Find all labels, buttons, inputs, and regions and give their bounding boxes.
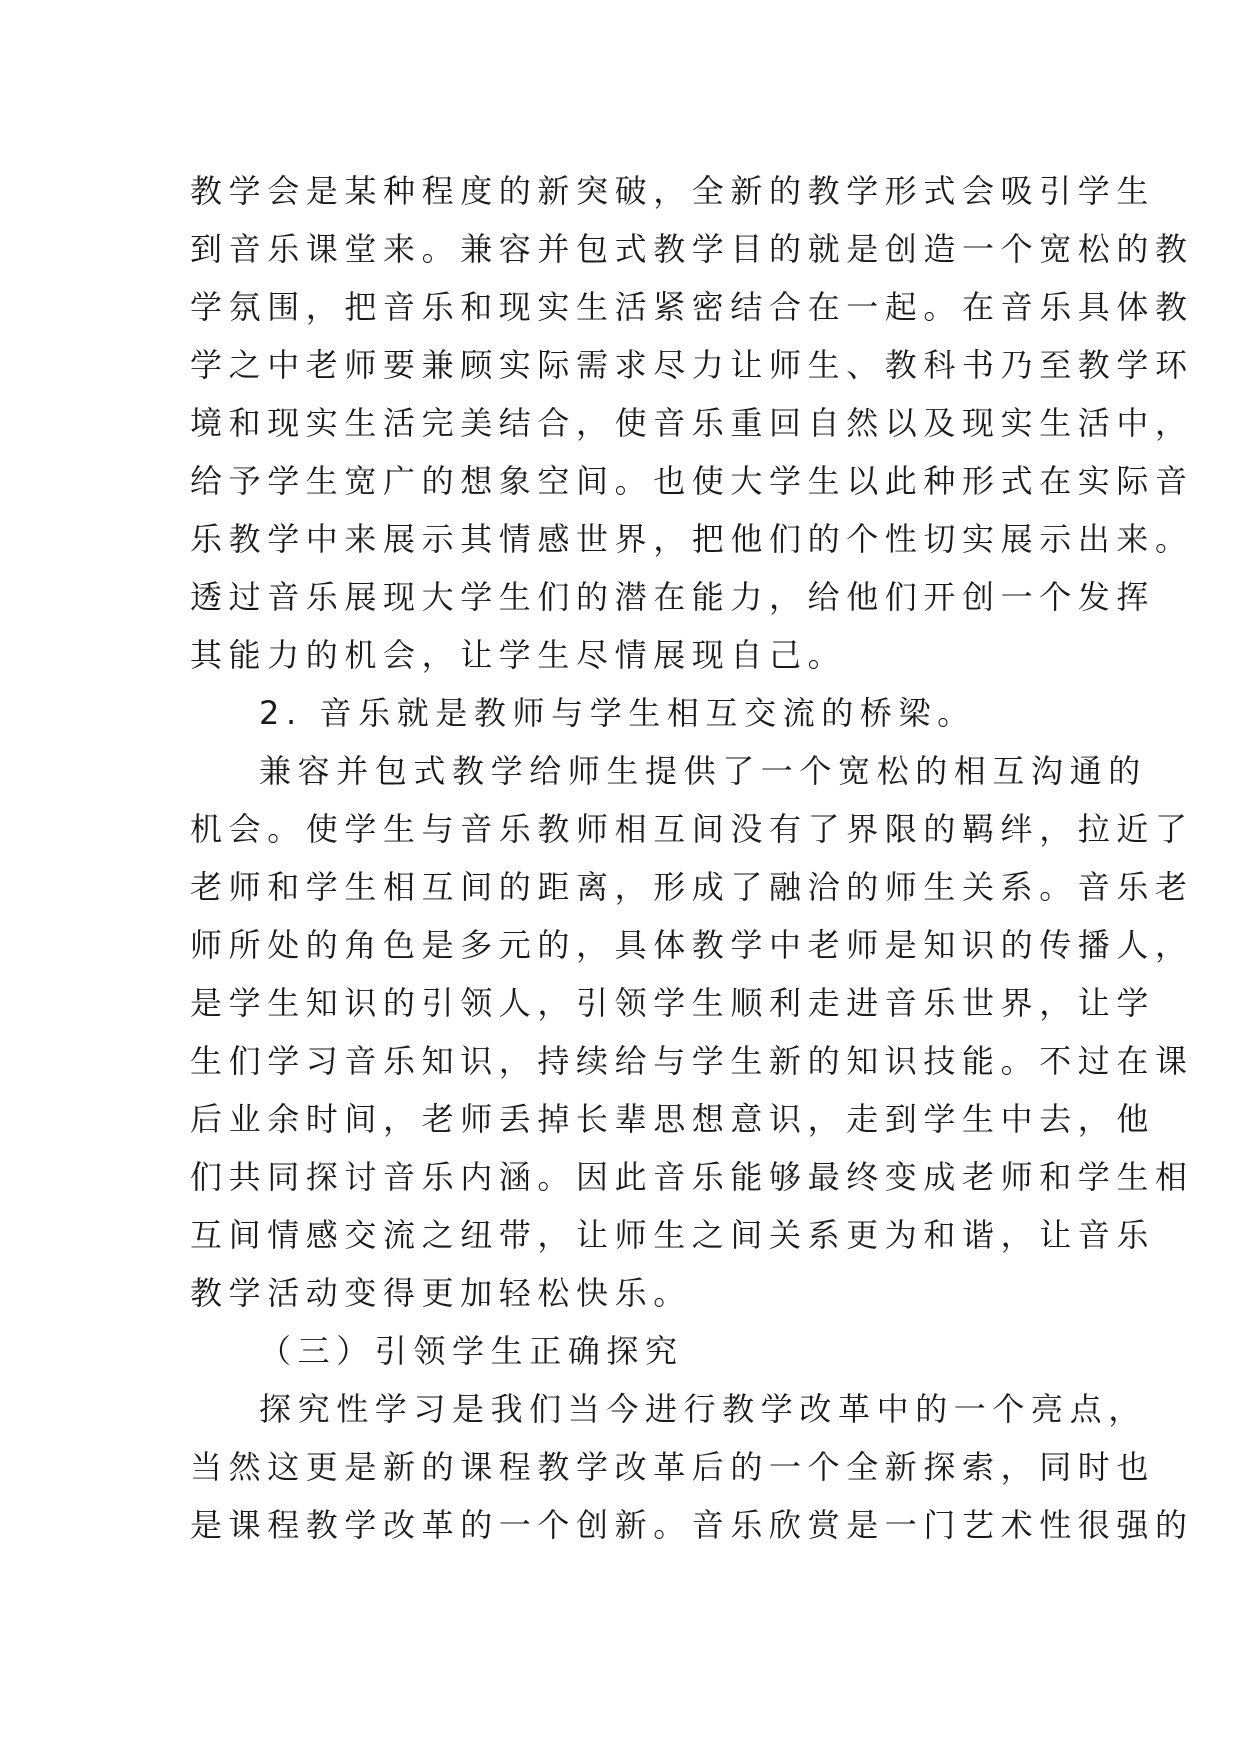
- text-line: 师所处的角色是多元的，具体教学中老师是知识的传播人，: [190, 926, 1194, 964]
- text-line: 学之中老师要兼顾实际需求尽力让师生、教科书乃至教学环: [190, 346, 1194, 384]
- text-line: 境和现实生活完美结合，使音乐重回自然以及现实生活中，: [190, 404, 1194, 442]
- text-line: 当然这更是新的课程教学改革后的一个全新探索，同时也: [190, 1448, 1156, 1486]
- text-line: 透过音乐展现大学生们的潜在能力，给他们开创一个发挥: [190, 578, 1156, 616]
- text-line: 是学生知识的引领人，引领学生顺利走进音乐世界，让学: [190, 984, 1156, 1022]
- text-line: （三）引领学生正确探究: [259, 1332, 684, 1370]
- text-line: 2. 音乐就是教师与学生相互交流的桥梁。: [259, 694, 976, 732]
- text-line: 学氛围，把音乐和现实生活紧密结合在一起。在音乐具体教: [190, 288, 1194, 326]
- text-line: 其能力的机会，让学生尽情展现自己。: [190, 636, 847, 674]
- text-line: 教学会是某种程度的新突破，全新的教学形式会吸引学生: [190, 172, 1156, 210]
- text-line: 探究性学习是我们当今进行教学改革中的一个亮点，: [259, 1390, 1147, 1428]
- text-line: 乐教学中来展示其情感世界，把他们的个性切实展示出来。: [190, 520, 1194, 558]
- text-line: 教学活动变得更加轻松快乐。: [190, 1274, 692, 1312]
- text-line: 生们学习音乐知识，持续给与学生新的知识技能。不过在课: [190, 1042, 1194, 1080]
- text-line: 互间情感交流之纽带，让师生之间关系更为和谐，让音乐: [190, 1216, 1156, 1254]
- text-line: 机会。使学生与音乐教师相互间没有了界限的羁绊，拉近了: [190, 810, 1194, 848]
- text-line: 到音乐课堂来。兼容并包式教学目的就是创造一个宽松的教: [190, 230, 1194, 268]
- text-line: 们共同探讨音乐内涵。因此音乐能够最终变成老师和学生相: [190, 1158, 1194, 1196]
- text-line: 给予学生宽广的想象空间。也使大学生以此种形式在实际音: [190, 462, 1194, 500]
- text-line: 后业余时间，老师丢掉长辈思想意识，走到学生中去，他: [190, 1100, 1156, 1138]
- body-text: [190, 162, 1194, 1554]
- text-line: 是课程教学改革的一个创新。音乐欣赏是一门艺术性很强的: [190, 1506, 1194, 1544]
- text-line: 兼容并包式教学给师生提供了一个宽松的相互沟通的: [259, 752, 1147, 790]
- text-line: 老师和学生相互间的距离，形成了融洽的师生关系。音乐老: [190, 868, 1194, 906]
